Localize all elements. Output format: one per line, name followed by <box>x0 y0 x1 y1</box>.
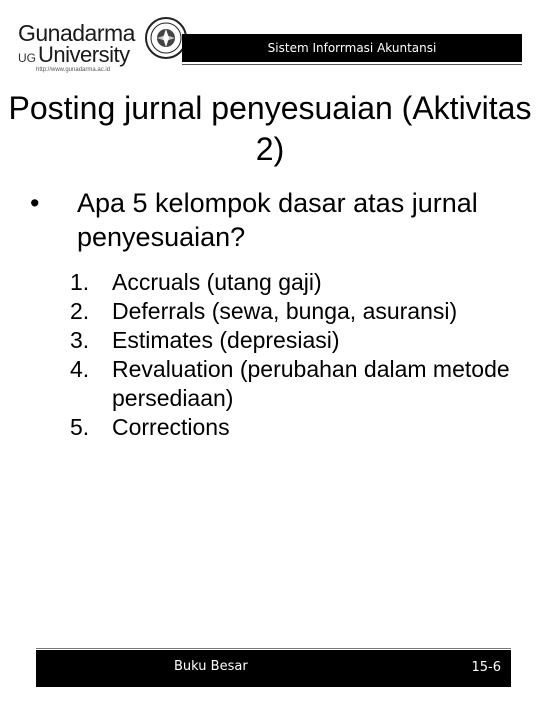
list-number: 4. <box>70 356 90 382</box>
list-number: 2. <box>70 298 90 324</box>
header-divider <box>182 64 522 65</box>
page-number: 15-6 <box>471 660 501 675</box>
list-item <box>70 297 520 326</box>
header-bar <box>182 34 522 62</box>
list-item <box>70 355 520 413</box>
list-item <box>70 268 520 297</box>
list-text: Estimates (depresiasi) <box>112 327 340 353</box>
list-number: 5. <box>70 414 90 440</box>
list-item <box>70 326 520 355</box>
list-text: Accruals (utang gaji) <box>112 269 322 295</box>
footer-divider <box>36 648 511 649</box>
list-text: Corrections <box>112 414 230 440</box>
list-text: Revaluation (perubahan dalam metode persediaan) <box>112 356 510 411</box>
university-logo <box>14 16 182 76</box>
list-text: Deferrals (sewa, bunga, asuransi) <box>112 298 458 324</box>
list-number: 3. <box>70 327 90 353</box>
slide-title: Posting jurnal penyesuaian (Aktivitas 2) <box>8 90 532 167</box>
footer-bar <box>36 650 511 687</box>
logo-text-university: University <box>38 42 130 67</box>
adjustment-list <box>70 268 520 442</box>
logo-url: http://www.gunadarma.ac.id <box>36 67 111 73</box>
bullet-text: Apa 5 kelompok dasar atas jurnal penyesuaian? <box>77 188 478 252</box>
footer-book-title: Buku Besar <box>174 659 248 674</box>
logo-text-prefix: UG <box>18 51 36 65</box>
logo-text-gunadarma: Gunadarma <box>18 20 135 46</box>
bullet-icon: • <box>30 188 40 218</box>
list-number: 1. <box>70 269 90 295</box>
course-title: Sistem Inforrmasi Akuntansi <box>267 41 437 55</box>
list-item <box>70 413 520 442</box>
